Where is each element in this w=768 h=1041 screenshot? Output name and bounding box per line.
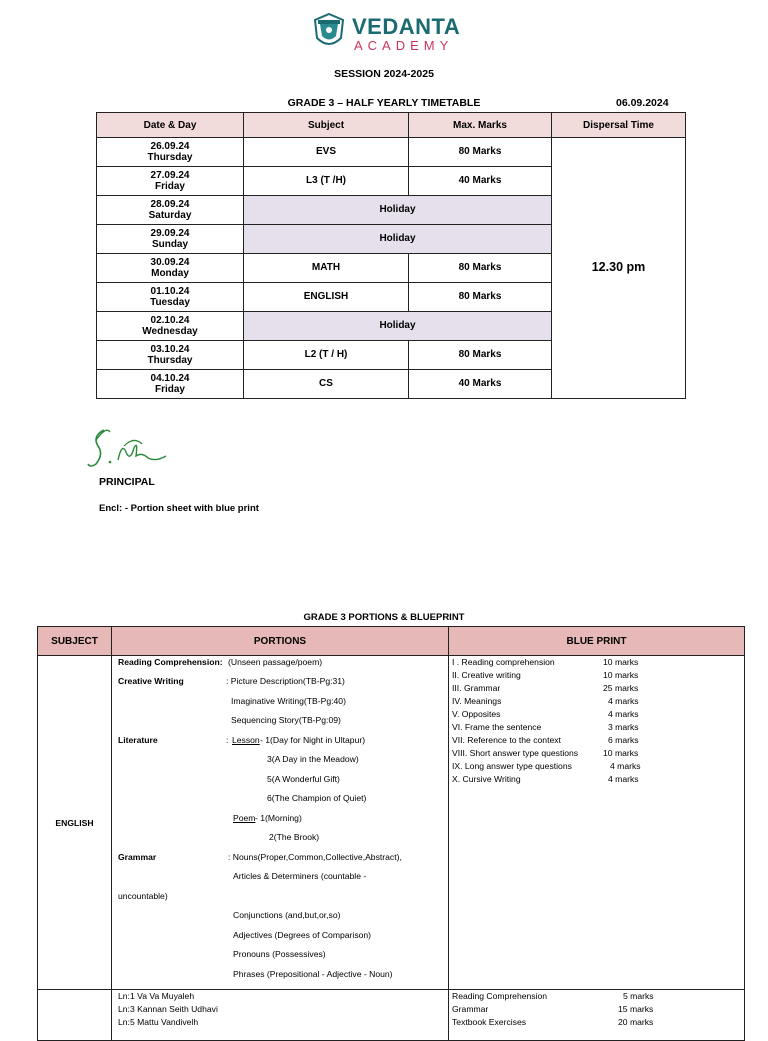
school-logo <box>312 12 462 56</box>
holiday-cell: Holiday <box>244 312 552 341</box>
blueprint-marks: 10 marks <box>603 657 639 667</box>
marks-cell: 40 Marks <box>409 167 552 196</box>
marks-cell: 80 Marks <box>409 254 552 283</box>
blueprint-item: VII. Reference to the context <box>452 735 561 745</box>
portion-heading: Reading Comprehension: <box>118 657 223 667</box>
date-day-cell: 04.10.24 Friday <box>97 370 244 399</box>
col-blueprint: BLUE PRINT <box>449 627 745 656</box>
date-day-cell: 01.10.24 Tuesday <box>97 283 244 312</box>
portion-text: Ln:1 Va Va Muyaleh <box>118 991 195 1001</box>
blueprint-header-row <box>38 627 745 656</box>
marks-cell: 80 Marks <box>409 341 552 370</box>
portion-text: - 1(Morning) <box>255 813 302 823</box>
col-date-day: Date & Day <box>97 113 244 138</box>
blueprint-item: V. Opposites <box>452 709 501 719</box>
blueprint-item: III. Grammar <box>452 683 501 693</box>
col-dispersal-time: Dispersal Time <box>552 113 686 138</box>
portion-text: Poem <box>233 813 256 823</box>
date-day-cell: 27.09.24 Friday <box>97 167 244 196</box>
portion-text: : <box>226 735 229 745</box>
date-day-cell: 03.10.24 Thursday <box>97 341 244 370</box>
blueprint-item: Grammar <box>452 1004 489 1014</box>
portion-heading: Literature <box>118 735 158 745</box>
marks-cell: 40 Marks <box>409 370 552 399</box>
timetable-header-row <box>97 113 686 138</box>
logo-subtitle: ACADEMY <box>354 38 454 53</box>
table-row <box>97 138 686 167</box>
subject-cell <box>38 990 112 1041</box>
date-day-cell: 30.09.24 Monday <box>97 254 244 283</box>
marks-cell: 80 Marks <box>409 138 552 167</box>
principal-signature <box>86 422 176 472</box>
blueprint-marks: 3 marks <box>608 722 639 732</box>
blueprint-table <box>37 626 745 1041</box>
timetable <box>96 112 686 399</box>
portion-text: Ln:3 Kannan Seith Udhavi <box>118 1004 218 1014</box>
portion-text: (Unseen passage/poem) <box>228 657 323 667</box>
col-subject: Subject <box>244 113 409 138</box>
portion-text: : Picture Description(TB-Pg:31) <box>226 676 345 686</box>
blueprint-item: Textbook Exercises <box>452 1017 527 1027</box>
second-portions <box>112 990 449 1041</box>
date-day-cell: 26.09.24 Thursday <box>97 138 244 167</box>
portion-text: 2(The Brook) <box>269 832 320 842</box>
portion-text: 5(A Wonderful Gift) <box>267 774 340 784</box>
english-blueprint <box>449 656 745 990</box>
portion-text: Phrases (Prepositional - Adjective - Noun) <box>233 969 393 979</box>
subject-cell: CS <box>244 370 409 399</box>
logo-name: VEDANTA <box>352 14 461 39</box>
holiday-cell: Holiday <box>244 196 552 225</box>
portion-text: Imaginative Writing(TB-Pg:40) <box>231 696 346 706</box>
portion-text: Adjectives (Degrees of Comparison) <box>233 930 372 940</box>
portion-text: Articles & Determiners (countable - <box>233 871 367 881</box>
portion-text: : Nouns(Proper,Common,Collective,Abstract), <box>228 852 402 862</box>
blueprint-marks: 4 marks <box>608 709 639 719</box>
date-day-cell: 28.09.24 Saturday <box>97 196 244 225</box>
portion-heading: Grammar <box>118 852 157 862</box>
date-day-cell: 02.10.24 Wednesday <box>97 312 244 341</box>
second-blueprint <box>449 990 745 1041</box>
subject-cell: ENGLISH <box>244 283 409 312</box>
school-crest-icon <box>312 12 346 54</box>
timetable-title: GRADE 3 – HALF YEARLY TIMETABLE <box>287 97 481 109</box>
blueprint-marks: 4 marks <box>608 774 639 784</box>
blueprint-marks: 25 marks <box>603 683 639 693</box>
blueprint-item: IV. Meanings <box>452 696 502 706</box>
blueprint-marks: 4 marks <box>608 696 639 706</box>
timetable-date: 06.09.2024 <box>616 97 669 109</box>
col-max-marks: Max. Marks <box>409 113 552 138</box>
blueprint-item: VIII. Short answer type questions <box>452 748 579 758</box>
blueprint-title: GRADE 3 PORTIONS & BLUEPRINT <box>303 612 465 623</box>
blueprint-marks: 5 marks <box>623 991 654 1001</box>
blueprint-item: Reading Comprehension <box>452 991 548 1001</box>
portion-text: Conjunctions (and,but,or,so) <box>233 910 341 920</box>
english-portions <box>112 656 449 990</box>
table-row <box>38 990 745 1041</box>
subject-cell: L3 (T /H) <box>244 167 409 196</box>
blueprint-item: VI. Frame the sentence <box>452 722 542 732</box>
blueprint-marks: 6 marks <box>608 735 639 745</box>
portion-heading: Creative Writing <box>118 676 184 686</box>
portion-text: 6(The Champion of Quiet) <box>267 793 367 803</box>
blueprint-item: X. Cursive Writing <box>452 774 521 784</box>
blueprint-item: IX. Long answer type questions <box>452 761 572 771</box>
portion-text: Pronouns (Possessives) <box>233 949 326 959</box>
blueprint-marks: 4 marks <box>610 761 641 771</box>
subject-cell: EVS <box>244 138 409 167</box>
portion-text: Lesson <box>232 735 260 745</box>
portion-text: 3(A Day in the Meadow) <box>267 754 359 764</box>
blueprint-item: II. Creative writing <box>452 670 521 680</box>
marks-cell: 80 Marks <box>409 283 552 312</box>
blueprint-marks: 15 marks <box>618 1004 654 1014</box>
blueprint-marks: 10 marks <box>603 670 639 680</box>
blueprint-item: I . Reading comprehension <box>452 657 555 667</box>
portion-text: - 1(Day for Night in Ultapur) <box>260 735 366 745</box>
enclosure-note: Encl: - Portion sheet with blue print <box>99 503 259 514</box>
col-subject: SUBJECT <box>38 627 112 656</box>
blueprint-marks: 20 marks <box>618 1017 654 1027</box>
portion-text: uncountable) <box>118 891 168 901</box>
subject-cell: L2 (T / H) <box>244 341 409 370</box>
date-day-cell: 29.09.24 Sunday <box>97 225 244 254</box>
col-portions: PORTIONS <box>112 627 449 656</box>
portion-text: Ln:5 Mattu Vandivelh <box>118 1017 199 1027</box>
subject-cell: MATH <box>244 254 409 283</box>
dispersal-time-cell: 12.30 pm <box>552 138 686 399</box>
table-row <box>38 656 745 990</box>
session-label: SESSION 2024-2025 <box>334 68 434 80</box>
principal-label: PRINCIPAL <box>99 476 155 488</box>
subject-english: ENGLISH <box>38 656 112 990</box>
blueprint-marks: 10 marks <box>603 748 639 758</box>
holiday-cell: Holiday <box>244 225 552 254</box>
portion-text: Sequencing Story(TB-Pg:09) <box>231 715 341 725</box>
